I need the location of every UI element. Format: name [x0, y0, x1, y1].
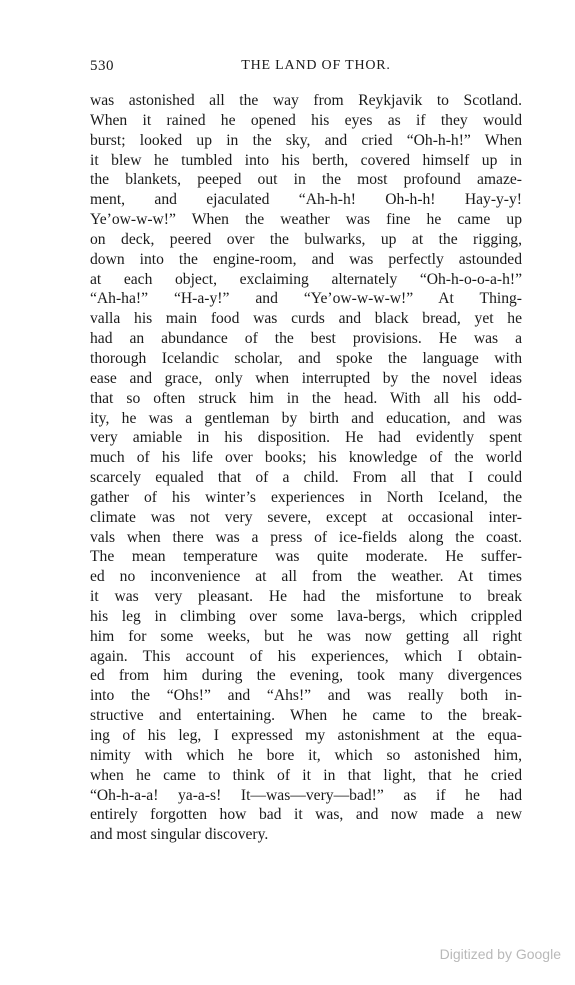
text-line: nimity with which he bore it, which so astonished him,: [90, 746, 522, 764]
running-title: THE LAND OF THOR.: [241, 58, 391, 73]
text-line: climate was not very severe, except at occasional inter-: [90, 508, 522, 526]
text-line: was astonished all the way from Reykjavik to Scotland.: [90, 92, 522, 109]
digitized-watermark: Digitized by Google: [439, 946, 561, 962]
text-line: ing of his leg, I expressed my astonishment at the equa-: [90, 727, 522, 744]
text-line: thorough Icelandic scholar, and spoke the language with: [90, 349, 522, 367]
text-line: into the “Ohs!” and “Ahs!” and was really both in-: [90, 687, 522, 705]
text-line: much of his life over books; his knowledge of the world: [90, 449, 522, 467]
text-line: that so often struck him in the head. With all his odd-: [90, 389, 522, 407]
text-line: down into the engine-room, and was perfectly astounded: [90, 250, 522, 268]
text-line: had an abundance of the best provisions. He was a: [90, 330, 522, 348]
text-line: him for some weeks, but he was now getting all right: [90, 627, 522, 645]
text-line: “Ah-ha!” “H-a-y!” and “Ye’ow-w-w-w!” At Thing-: [90, 290, 522, 308]
text-line: The mean temperature was quite moderate. He suffer-: [90, 548, 522, 566]
text-line: and most singular discovery.: [90, 826, 269, 844]
text-line: ity, he was a gentleman by birth and education, and was: [90, 409, 522, 427]
text-line: at each object, exclaiming alternately “Oh-h-o-o-a-h!”: [90, 270, 522, 288]
text-line: entirely forgotten how bad it was, and now made a new: [90, 806, 522, 824]
text-line: gather of his winter’s experiences in North Iceland, the: [90, 488, 522, 506]
page-header: [90, 58, 522, 80]
text-line: when he came to think of it in that light, that he cried: [90, 766, 522, 784]
text-line: Ye’ow-w-w!” When the weather was fine he came up: [90, 211, 522, 229]
text-line: vals when there was a press of ice-fields along the coast.: [90, 528, 522, 546]
text-line: burst; looked up in the sky, and cried “Oh-h-h!” When: [90, 131, 522, 149]
text-line: it was very pleasant. He had the misfortune to break: [90, 588, 522, 606]
text-line: structive and entertaining. When he came to the break-: [90, 707, 522, 725]
text-line: “Oh-h-a-a! ya-a-s! It—was—very—bad!” as if he had: [90, 786, 522, 804]
text-line: ment, and ejaculated “Ah-h-h! Oh-h-h! Hay-y-y!: [90, 191, 522, 209]
page-number: 530: [90, 58, 114, 74]
text-line: it blew he tumbled into his berth, covered himself up in: [90, 151, 522, 169]
body-text: [90, 91, 522, 845]
text-line: on deck, peered over the bulwarks, up at the rigging,: [90, 230, 522, 248]
text-line: ed from him during the evening, took many divergences: [90, 667, 522, 685]
text-line: ed no inconvenience at all from the weather. At times: [90, 568, 522, 586]
text-line: scarcely equaled that of a child. From all that I could: [90, 469, 522, 487]
text-line: When it rained he opened his eyes as if they would: [90, 111, 522, 129]
text-line: his leg in climbing over some lava-bergs, which crippled: [90, 607, 522, 625]
text-line: the blankets, peeped out in the most profound amaze-: [90, 171, 522, 189]
text-line: valla his main food was curds and black bread, yet he: [90, 310, 522, 328]
text-line: again. This account of his experiences, which I obtain-: [90, 647, 522, 665]
text-line: ease and grace, only when interrupted by the novel ideas: [90, 369, 522, 387]
text-line: very amiable in his disposition. He had evidently spent: [90, 429, 522, 447]
